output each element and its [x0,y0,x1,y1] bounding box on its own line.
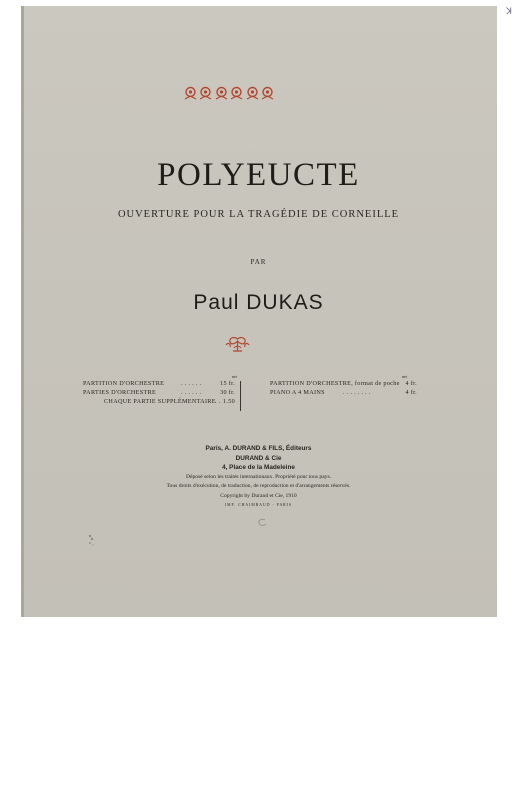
price-value: 30 fr. [220,389,235,396]
price-value: 4 fr. [405,389,417,396]
price-list-right [247,380,417,398]
publisher-name: Paris, A. DURAND & FILS, Éditeurs [205,445,312,452]
price-value: 1.50 [222,398,235,405]
price-label: CHAQUE PARTIE SUPPLÉMENTAIRE [104,398,216,405]
price-row [247,389,417,398]
publisher-firm: DURAND & Cie [235,454,282,462]
price-row [83,380,235,389]
leader-dots: . . . . . . [181,389,202,396]
column-divider [240,381,241,411]
price-value: 15 fr. [220,380,235,387]
page-title: POLYEUCTE [157,157,360,193]
frieze-flower-icon [215,86,228,100]
copyright-line: Copyright by Durand et Cie, 1910 [220,492,297,499]
price-row [83,398,235,407]
faint-stamp-icon [256,518,268,527]
frieze-flower-icon [261,86,274,100]
frieze-flower-icon [246,86,259,100]
frieze-flower-icon [199,86,212,100]
price-value: 4 fr. [405,380,417,387]
rights-notice: Tous droits d'exécution, de traduction, de reproduction et d'arrangements réservés. [166,483,351,489]
price-label: PARTIES D'ORCHESTRE [83,389,157,396]
net-label-left: net [232,374,237,379]
subtitle: OUVERTURE POUR LA TRAGÉDIE DE CORNEILLE [117,209,400,220]
price-list-left [83,380,235,407]
legal-notice: Déposé selon les traités internationaux. Propriété pour tous pays. [185,473,332,480]
composer-name: Paul DUKAS [193,291,324,314]
price-row [247,380,417,389]
frieze-flower-icon [230,86,243,100]
printer-line: IMP. CHAIMBAUD - PARIS [224,503,293,507]
floral-frieze-icon [184,86,274,104]
publisher-address: 4, Place de la Madeleine [222,464,295,471]
leader-dots: . . [215,398,221,405]
frieze-flower-icon [184,86,197,100]
leader-dots: . . . . . . . . [343,389,371,396]
publisher-block [0,444,517,511]
price-row [83,389,235,398]
net-label-right: net [402,374,407,379]
price-label: PIANO A 4 MAINS [270,389,325,396]
price-label: PARTITION D'ORCHESTRE [83,380,165,387]
price-label: PARTITION D'ORCHESTRE, format de poche [270,380,400,387]
par-label: PAR [250,258,267,266]
leader-dots: . . . . . . [181,380,202,387]
corner-mark: ꓘ [506,6,512,16]
ink-smudge-icon [86,533,96,547]
floral-vignette-icon [225,336,250,354]
